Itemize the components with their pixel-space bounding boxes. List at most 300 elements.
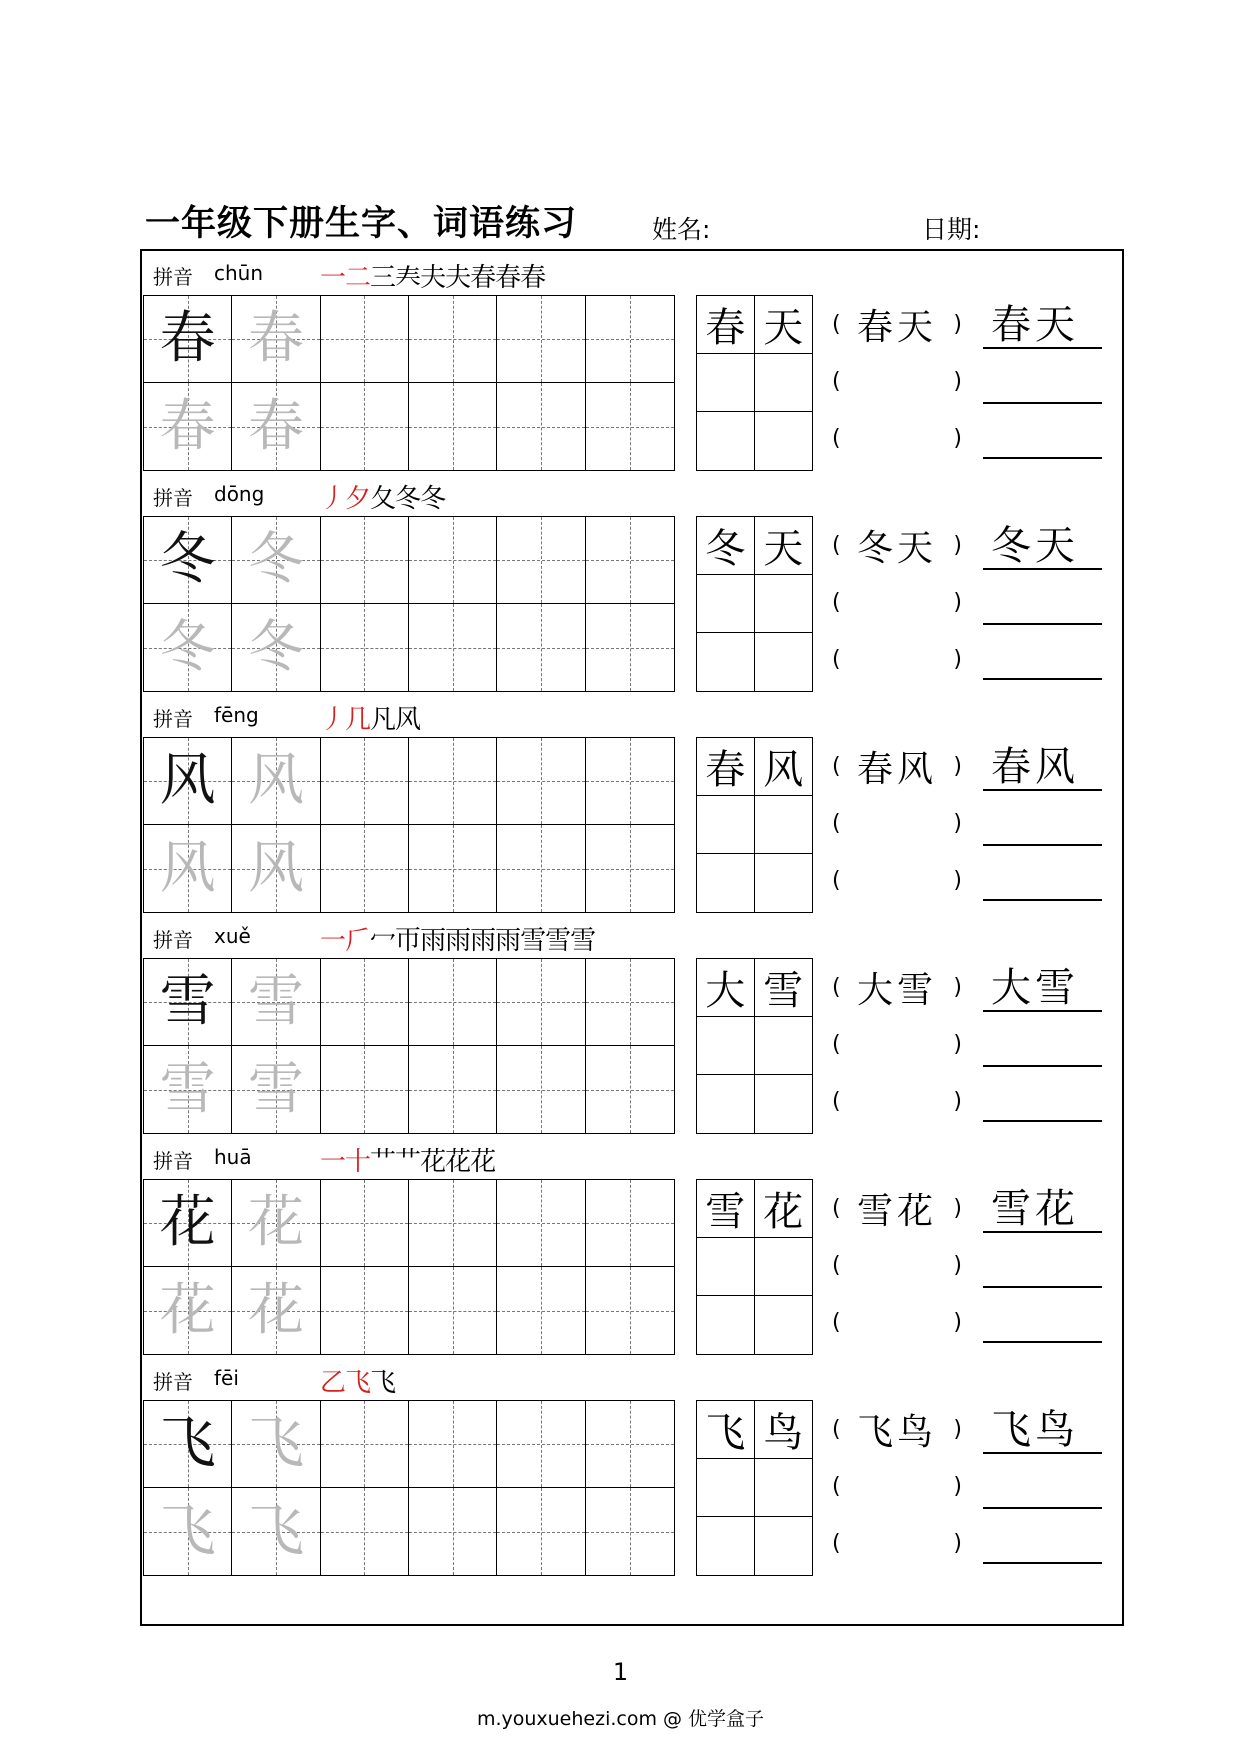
word-in-paren bbox=[848, 741, 946, 792]
practice-cell[interactable] bbox=[232, 1180, 320, 1267]
word-cell: 春 bbox=[697, 738, 755, 796]
word-cell[interactable] bbox=[755, 412, 813, 470]
practice-cell[interactable] bbox=[586, 738, 674, 825]
pinyin-label: 拼音 bbox=[153, 486, 193, 510]
stroke-step: 冬 bbox=[395, 484, 421, 514]
right-paren: ) bbox=[953, 532, 962, 558]
word-paren-blank bbox=[832, 299, 962, 349]
stroke-step: 𡗗 bbox=[395, 263, 421, 293]
stroke-order bbox=[320, 699, 420, 736]
word-cell: 花 bbox=[755, 1180, 813, 1238]
practice-cell[interactable] bbox=[409, 383, 497, 470]
name-label: 姓名: bbox=[652, 215, 711, 244]
character-section bbox=[142, 1135, 1122, 1357]
practice-cell[interactable] bbox=[497, 604, 585, 691]
practice-cell[interactable] bbox=[497, 517, 585, 604]
practice-cell[interactable] bbox=[232, 604, 320, 691]
stroke-order bbox=[320, 1141, 495, 1178]
left-paren: ( bbox=[832, 532, 841, 558]
right-paren: ) bbox=[953, 425, 962, 451]
practice-cell[interactable] bbox=[144, 959, 232, 1046]
stroke-step: 春 bbox=[470, 263, 496, 293]
stroke-step: 帀 bbox=[395, 926, 421, 956]
practice-cell[interactable] bbox=[232, 738, 320, 825]
practice-cell[interactable] bbox=[232, 1267, 320, 1354]
practice-cell[interactable] bbox=[497, 296, 585, 383]
trace-character: 飞 bbox=[247, 1411, 304, 1476]
left-paren: ( bbox=[832, 1195, 841, 1221]
word-char: 雪 bbox=[897, 969, 938, 1011]
practice-cell[interactable] bbox=[409, 1046, 497, 1133]
stroke-step: 二 bbox=[345, 263, 371, 293]
practice-grid bbox=[143, 1179, 675, 1355]
word-paren-blank[interactable] bbox=[832, 413, 962, 463]
model-character: 花 bbox=[159, 1190, 216, 1255]
pinyin-value: huā bbox=[214, 1145, 252, 1169]
word-practice-grid bbox=[696, 516, 813, 692]
practice-cell[interactable] bbox=[144, 296, 232, 383]
pinyin-label: 拼音 bbox=[153, 928, 193, 952]
stroke-step: 夫 bbox=[445, 263, 471, 293]
right-paren: ) bbox=[953, 867, 962, 893]
model-character: 冬 bbox=[159, 527, 216, 592]
practice-cell[interactable] bbox=[321, 1401, 409, 1488]
trace-character: 冬 bbox=[159, 614, 216, 680]
left-paren: ( bbox=[832, 1252, 841, 1278]
stroke-step: 𠂆 bbox=[345, 926, 371, 956]
word-char: 飞 bbox=[856, 1411, 897, 1453]
stroke-step: 十 bbox=[345, 1147, 371, 1177]
practice-cell[interactable] bbox=[409, 959, 497, 1046]
answer-line bbox=[983, 964, 1102, 1012]
model-character: 雪 bbox=[159, 969, 216, 1034]
practice-cell[interactable] bbox=[497, 825, 585, 912]
practice-cell[interactable] bbox=[232, 1401, 320, 1488]
word-char: 春 bbox=[856, 306, 897, 348]
practice-cell[interactable] bbox=[586, 825, 674, 912]
stroke-step: 一 bbox=[320, 1147, 346, 1177]
left-paren: ( bbox=[832, 974, 841, 1000]
practice-cell[interactable] bbox=[586, 517, 674, 604]
word-practice-grid bbox=[696, 958, 813, 1134]
stroke-order bbox=[320, 478, 445, 515]
word-paren-blank[interactable] bbox=[832, 798, 962, 848]
right-paren: ) bbox=[953, 1031, 962, 1057]
left-paren: ( bbox=[832, 1530, 841, 1556]
word-cell[interactable] bbox=[755, 1517, 813, 1575]
practice-grid bbox=[143, 737, 675, 913]
practice-cell[interactable] bbox=[232, 1046, 320, 1133]
word-paren-blank bbox=[832, 1404, 962, 1454]
trace-character: 春 bbox=[247, 306, 304, 371]
word-cell: 雪 bbox=[697, 1180, 755, 1238]
left-paren: ( bbox=[832, 589, 841, 615]
practice-cell[interactable] bbox=[409, 296, 497, 383]
left-paren: ( bbox=[832, 1088, 841, 1114]
trace-character: 春 bbox=[159, 393, 216, 459]
word-cell[interactable] bbox=[697, 854, 755, 912]
left-paren: ( bbox=[832, 1473, 841, 1499]
stroke-step: 三 bbox=[370, 263, 396, 293]
worksheet bbox=[140, 249, 1124, 1626]
word-paren-blank[interactable] bbox=[832, 1297, 962, 1347]
stroke-step: 春 bbox=[520, 263, 546, 293]
practice-cell[interactable] bbox=[321, 1488, 409, 1575]
practice-cell[interactable] bbox=[321, 738, 409, 825]
practice-cell[interactable] bbox=[497, 738, 585, 825]
stroke-step: 雪 bbox=[570, 926, 596, 956]
trace-character: 雪 bbox=[247, 1056, 304, 1122]
stroke-order bbox=[320, 920, 595, 957]
word-cell: 飞 bbox=[697, 1401, 755, 1459]
word-char: 天 bbox=[1035, 302, 1079, 348]
word-char: 鸟 bbox=[1035, 1407, 1079, 1453]
right-paren: ) bbox=[953, 646, 962, 672]
trace-character: 风 bbox=[247, 835, 304, 901]
answer-line[interactable] bbox=[983, 853, 1102, 901]
word-practice-grid bbox=[696, 1400, 813, 1576]
word-char: 天 bbox=[897, 306, 938, 348]
word-cell[interactable] bbox=[755, 575, 813, 633]
practice-cell[interactable] bbox=[144, 1180, 232, 1267]
word-cell: 冬 bbox=[697, 517, 755, 575]
answer-word bbox=[991, 1187, 1079, 1231]
stroke-step: 凡 bbox=[370, 705, 396, 735]
word-char: 大 bbox=[856, 969, 897, 1011]
stroke-step: 雪 bbox=[545, 926, 571, 956]
answer-word bbox=[991, 745, 1079, 789]
practice-cell[interactable] bbox=[232, 825, 320, 912]
model-character: 春 bbox=[159, 306, 216, 371]
stroke-step: 冖 bbox=[370, 926, 396, 956]
practice-cell[interactable] bbox=[232, 383, 320, 470]
word-char: 飞 bbox=[991, 1407, 1035, 1453]
word-paren-blank[interactable] bbox=[832, 356, 962, 406]
word-cell[interactable] bbox=[755, 1075, 813, 1133]
date-label: 日期: bbox=[922, 215, 981, 244]
left-paren: ( bbox=[832, 753, 841, 779]
word-char: 雪 bbox=[856, 1190, 897, 1232]
practice-cell[interactable] bbox=[586, 1401, 674, 1488]
word-cell: 雪 bbox=[755, 959, 813, 1017]
answer-word bbox=[991, 524, 1079, 568]
word-cell[interactable] bbox=[755, 1238, 813, 1296]
practice-cell[interactable] bbox=[144, 738, 232, 825]
word-paren-blank[interactable] bbox=[832, 1518, 962, 1568]
practice-cell[interactable] bbox=[497, 1046, 585, 1133]
practice-cell[interactable] bbox=[409, 517, 497, 604]
practice-cell[interactable] bbox=[497, 959, 585, 1046]
practice-cell[interactable] bbox=[321, 825, 409, 912]
pinyin-value: dōng bbox=[214, 482, 265, 506]
answer-line[interactable] bbox=[983, 1019, 1102, 1067]
practice-cell[interactable] bbox=[144, 1267, 232, 1354]
practice-cell[interactable] bbox=[586, 1488, 674, 1575]
practice-cell[interactable] bbox=[232, 1488, 320, 1575]
word-paren-blank bbox=[832, 741, 962, 791]
left-paren: ( bbox=[832, 425, 841, 451]
word-char: 风 bbox=[897, 748, 938, 790]
model-character: 飞 bbox=[159, 1411, 216, 1476]
answer-line bbox=[983, 1185, 1102, 1233]
pinyin-label: 拼音 bbox=[153, 1149, 193, 1173]
stroke-step: 花 bbox=[470, 1147, 496, 1177]
answer-line[interactable] bbox=[983, 1516, 1102, 1564]
practice-cell[interactable] bbox=[586, 1046, 674, 1133]
practice-cell[interactable] bbox=[321, 959, 409, 1046]
stroke-step: 夫 bbox=[420, 263, 446, 293]
word-practice-grid bbox=[696, 737, 813, 913]
word-char: 天 bbox=[1035, 523, 1079, 569]
word-cell[interactable] bbox=[697, 354, 755, 412]
left-paren: ( bbox=[832, 867, 841, 893]
word-char: 春 bbox=[991, 744, 1035, 790]
trace-character: 飞 bbox=[247, 1498, 304, 1564]
practice-cell[interactable] bbox=[586, 1267, 674, 1354]
stroke-step: 几 bbox=[345, 705, 371, 735]
word-cell[interactable] bbox=[755, 1296, 813, 1354]
practice-cell[interactable] bbox=[144, 604, 232, 691]
stroke-step: 艹 bbox=[370, 1147, 396, 1177]
word-cell[interactable] bbox=[697, 575, 755, 633]
word-in-paren bbox=[848, 962, 946, 1013]
stroke-step: 夕 bbox=[345, 484, 371, 514]
word-cell[interactable] bbox=[755, 633, 813, 691]
stroke-step: 雨 bbox=[495, 926, 521, 956]
stroke-step: 飞 bbox=[345, 1368, 371, 1398]
practice-cell[interactable] bbox=[586, 604, 674, 691]
left-paren: ( bbox=[832, 311, 841, 337]
stroke-step: 乙 bbox=[320, 1368, 346, 1398]
word-paren-blank[interactable] bbox=[832, 1240, 962, 1290]
right-paren: ) bbox=[953, 1530, 962, 1556]
word-cell[interactable] bbox=[755, 354, 813, 412]
word-char: 春 bbox=[856, 748, 897, 790]
word-paren-blank[interactable] bbox=[832, 1076, 962, 1126]
trace-character: 风 bbox=[247, 748, 304, 813]
word-char: 冬 bbox=[991, 523, 1035, 569]
left-paren: ( bbox=[832, 1031, 841, 1057]
word-paren-blank[interactable] bbox=[832, 634, 962, 684]
practice-cell[interactable] bbox=[497, 383, 585, 470]
word-paren-blank bbox=[832, 520, 962, 570]
answer-line bbox=[983, 743, 1102, 791]
right-paren: ) bbox=[953, 810, 962, 836]
practice-cell[interactable] bbox=[232, 296, 320, 383]
trace-character: 飞 bbox=[159, 1498, 216, 1564]
practice-cell[interactable] bbox=[321, 383, 409, 470]
word-paren-blank bbox=[832, 1183, 962, 1233]
word-cell[interactable] bbox=[697, 796, 755, 854]
word-paren-blank[interactable] bbox=[832, 577, 962, 627]
stroke-order bbox=[320, 257, 545, 294]
practice-cell[interactable] bbox=[144, 517, 232, 604]
word-paren-blank[interactable] bbox=[832, 1019, 962, 1069]
right-paren: ) bbox=[953, 368, 962, 394]
character-section bbox=[142, 251, 1122, 473]
stroke-step: 飞 bbox=[370, 1368, 396, 1398]
word-cell[interactable] bbox=[755, 796, 813, 854]
practice-cell[interactable] bbox=[586, 383, 674, 470]
practice-cell[interactable] bbox=[409, 825, 497, 912]
answer-line[interactable] bbox=[983, 577, 1102, 625]
word-char: 雪 bbox=[1035, 965, 1079, 1011]
page-title: 一年级下册生字、词语练习 bbox=[145, 204, 578, 244]
practice-cell[interactable] bbox=[586, 1180, 674, 1267]
practice-cell[interactable] bbox=[409, 1267, 497, 1354]
practice-grid bbox=[143, 958, 675, 1134]
word-cell[interactable] bbox=[755, 854, 813, 912]
trace-character: 冬 bbox=[247, 614, 304, 680]
trace-character: 雪 bbox=[159, 1056, 216, 1122]
practice-cell[interactable] bbox=[409, 1180, 497, 1267]
word-cell[interactable] bbox=[697, 1459, 755, 1517]
word-char: 冬 bbox=[856, 527, 897, 569]
practice-cell[interactable] bbox=[144, 1488, 232, 1575]
right-paren: ) bbox=[953, 1309, 962, 1335]
stroke-step: 雨 bbox=[470, 926, 496, 956]
character-section bbox=[142, 472, 1122, 694]
pinyin-value: fēi bbox=[214, 1366, 239, 1390]
pinyin-label: 拼音 bbox=[153, 707, 193, 731]
answer-line bbox=[983, 301, 1102, 349]
answer-line[interactable] bbox=[983, 356, 1102, 404]
right-paren: ) bbox=[953, 1195, 962, 1221]
practice-cell[interactable] bbox=[321, 604, 409, 691]
word-cell[interactable] bbox=[755, 1459, 813, 1517]
word-practice-grid bbox=[696, 295, 813, 471]
trace-character: 春 bbox=[247, 393, 304, 459]
stroke-step: 夂 bbox=[370, 484, 396, 514]
stroke-step: 花 bbox=[445, 1147, 471, 1177]
answer-word bbox=[991, 303, 1079, 347]
practice-cell[interactable] bbox=[321, 1046, 409, 1133]
footer-credit: m.youxuehezi.com @ 优学盒子 bbox=[476, 1708, 765, 1730]
answer-line[interactable] bbox=[983, 798, 1102, 846]
word-cell[interactable] bbox=[697, 1075, 755, 1133]
practice-cell[interactable] bbox=[409, 738, 497, 825]
word-cell[interactable] bbox=[755, 1017, 813, 1075]
word-cell[interactable] bbox=[697, 1517, 755, 1575]
pinyin-label: 拼音 bbox=[153, 265, 193, 289]
practice-cell[interactable] bbox=[232, 517, 320, 604]
word-char: 风 bbox=[1035, 744, 1079, 790]
answer-line bbox=[983, 1406, 1102, 1454]
stroke-step: 一 bbox=[320, 926, 346, 956]
word-cell[interactable] bbox=[697, 633, 755, 691]
word-in-paren bbox=[848, 1404, 946, 1455]
left-paren: ( bbox=[832, 646, 841, 672]
practice-cell[interactable] bbox=[144, 383, 232, 470]
right-paren: ) bbox=[953, 1252, 962, 1278]
word-cell: 大 bbox=[697, 959, 755, 1017]
practice-cell[interactable] bbox=[497, 1180, 585, 1267]
word-paren-blank[interactable] bbox=[832, 855, 962, 905]
right-paren: ) bbox=[953, 311, 962, 337]
stroke-step: 雪 bbox=[520, 926, 546, 956]
practice-grid bbox=[143, 516, 675, 692]
stroke-step: 花 bbox=[420, 1147, 446, 1177]
stroke-step: 丿 bbox=[320, 705, 346, 735]
model-character: 风 bbox=[159, 748, 216, 813]
practice-cell[interactable] bbox=[586, 296, 674, 383]
practice-cell[interactable] bbox=[497, 1401, 585, 1488]
right-paren: ) bbox=[953, 1088, 962, 1114]
practice-cell[interactable] bbox=[321, 296, 409, 383]
answer-line[interactable] bbox=[983, 1074, 1102, 1122]
practice-cell[interactable] bbox=[497, 1488, 585, 1575]
practice-cell[interactable] bbox=[144, 1046, 232, 1133]
stroke-step: 雨 bbox=[445, 926, 471, 956]
right-paren: ) bbox=[953, 1416, 962, 1442]
practice-cell[interactable] bbox=[321, 517, 409, 604]
practice-cell[interactable] bbox=[409, 1401, 497, 1488]
word-char: 春 bbox=[991, 302, 1035, 348]
word-cell[interactable] bbox=[697, 1017, 755, 1075]
stroke-step: 冬 bbox=[420, 484, 446, 514]
answer-line[interactable] bbox=[983, 1461, 1102, 1509]
word-in-paren bbox=[848, 299, 946, 350]
answer-line[interactable] bbox=[983, 632, 1102, 680]
answer-line[interactable] bbox=[983, 1240, 1102, 1288]
practice-cell[interactable] bbox=[497, 1267, 585, 1354]
word-cell[interactable] bbox=[697, 1296, 755, 1354]
answer-line[interactable] bbox=[983, 411, 1102, 459]
trace-character: 花 bbox=[247, 1190, 304, 1255]
word-char: 天 bbox=[897, 527, 938, 569]
right-paren: ) bbox=[953, 753, 962, 779]
answer-line bbox=[983, 522, 1102, 570]
left-paren: ( bbox=[832, 368, 841, 394]
stroke-order bbox=[320, 1362, 395, 1399]
practice-cell[interactable] bbox=[586, 959, 674, 1046]
trace-character: 雪 bbox=[247, 969, 304, 1034]
answer-line[interactable] bbox=[983, 1295, 1102, 1343]
stroke-step: 春 bbox=[495, 263, 521, 293]
practice-cell[interactable] bbox=[321, 1180, 409, 1267]
pinyin-value: chūn bbox=[214, 261, 264, 285]
practice-cell[interactable] bbox=[144, 825, 232, 912]
character-section bbox=[142, 693, 1122, 915]
practice-cell[interactable] bbox=[232, 959, 320, 1046]
answer-word bbox=[991, 966, 1079, 1010]
stroke-step: 丿 bbox=[320, 484, 346, 514]
word-char: 大 bbox=[991, 965, 1035, 1011]
practice-grid bbox=[143, 1400, 675, 1576]
trace-character: 花 bbox=[159, 1277, 216, 1343]
stroke-step: 艹 bbox=[395, 1147, 421, 1177]
character-section bbox=[142, 1356, 1122, 1578]
practice-cell[interactable] bbox=[409, 1488, 497, 1575]
word-paren-blank[interactable] bbox=[832, 1461, 962, 1511]
word-cell[interactable] bbox=[697, 1238, 755, 1296]
stroke-step: 雨 bbox=[420, 926, 446, 956]
word-cell[interactable] bbox=[697, 412, 755, 470]
trace-character: 花 bbox=[247, 1277, 304, 1343]
word-in-paren bbox=[848, 1183, 946, 1234]
right-paren: ) bbox=[953, 1473, 962, 1499]
right-paren: ) bbox=[953, 974, 962, 1000]
word-char: 花 bbox=[1035, 1186, 1079, 1232]
left-paren: ( bbox=[832, 810, 841, 836]
right-paren: ) bbox=[953, 589, 962, 615]
practice-cell[interactable] bbox=[144, 1401, 232, 1488]
practice-cell[interactable] bbox=[409, 604, 497, 691]
word-cell: 春 bbox=[697, 296, 755, 354]
answer-word bbox=[991, 1408, 1079, 1452]
word-in-paren bbox=[848, 520, 946, 571]
practice-cell[interactable] bbox=[321, 1267, 409, 1354]
